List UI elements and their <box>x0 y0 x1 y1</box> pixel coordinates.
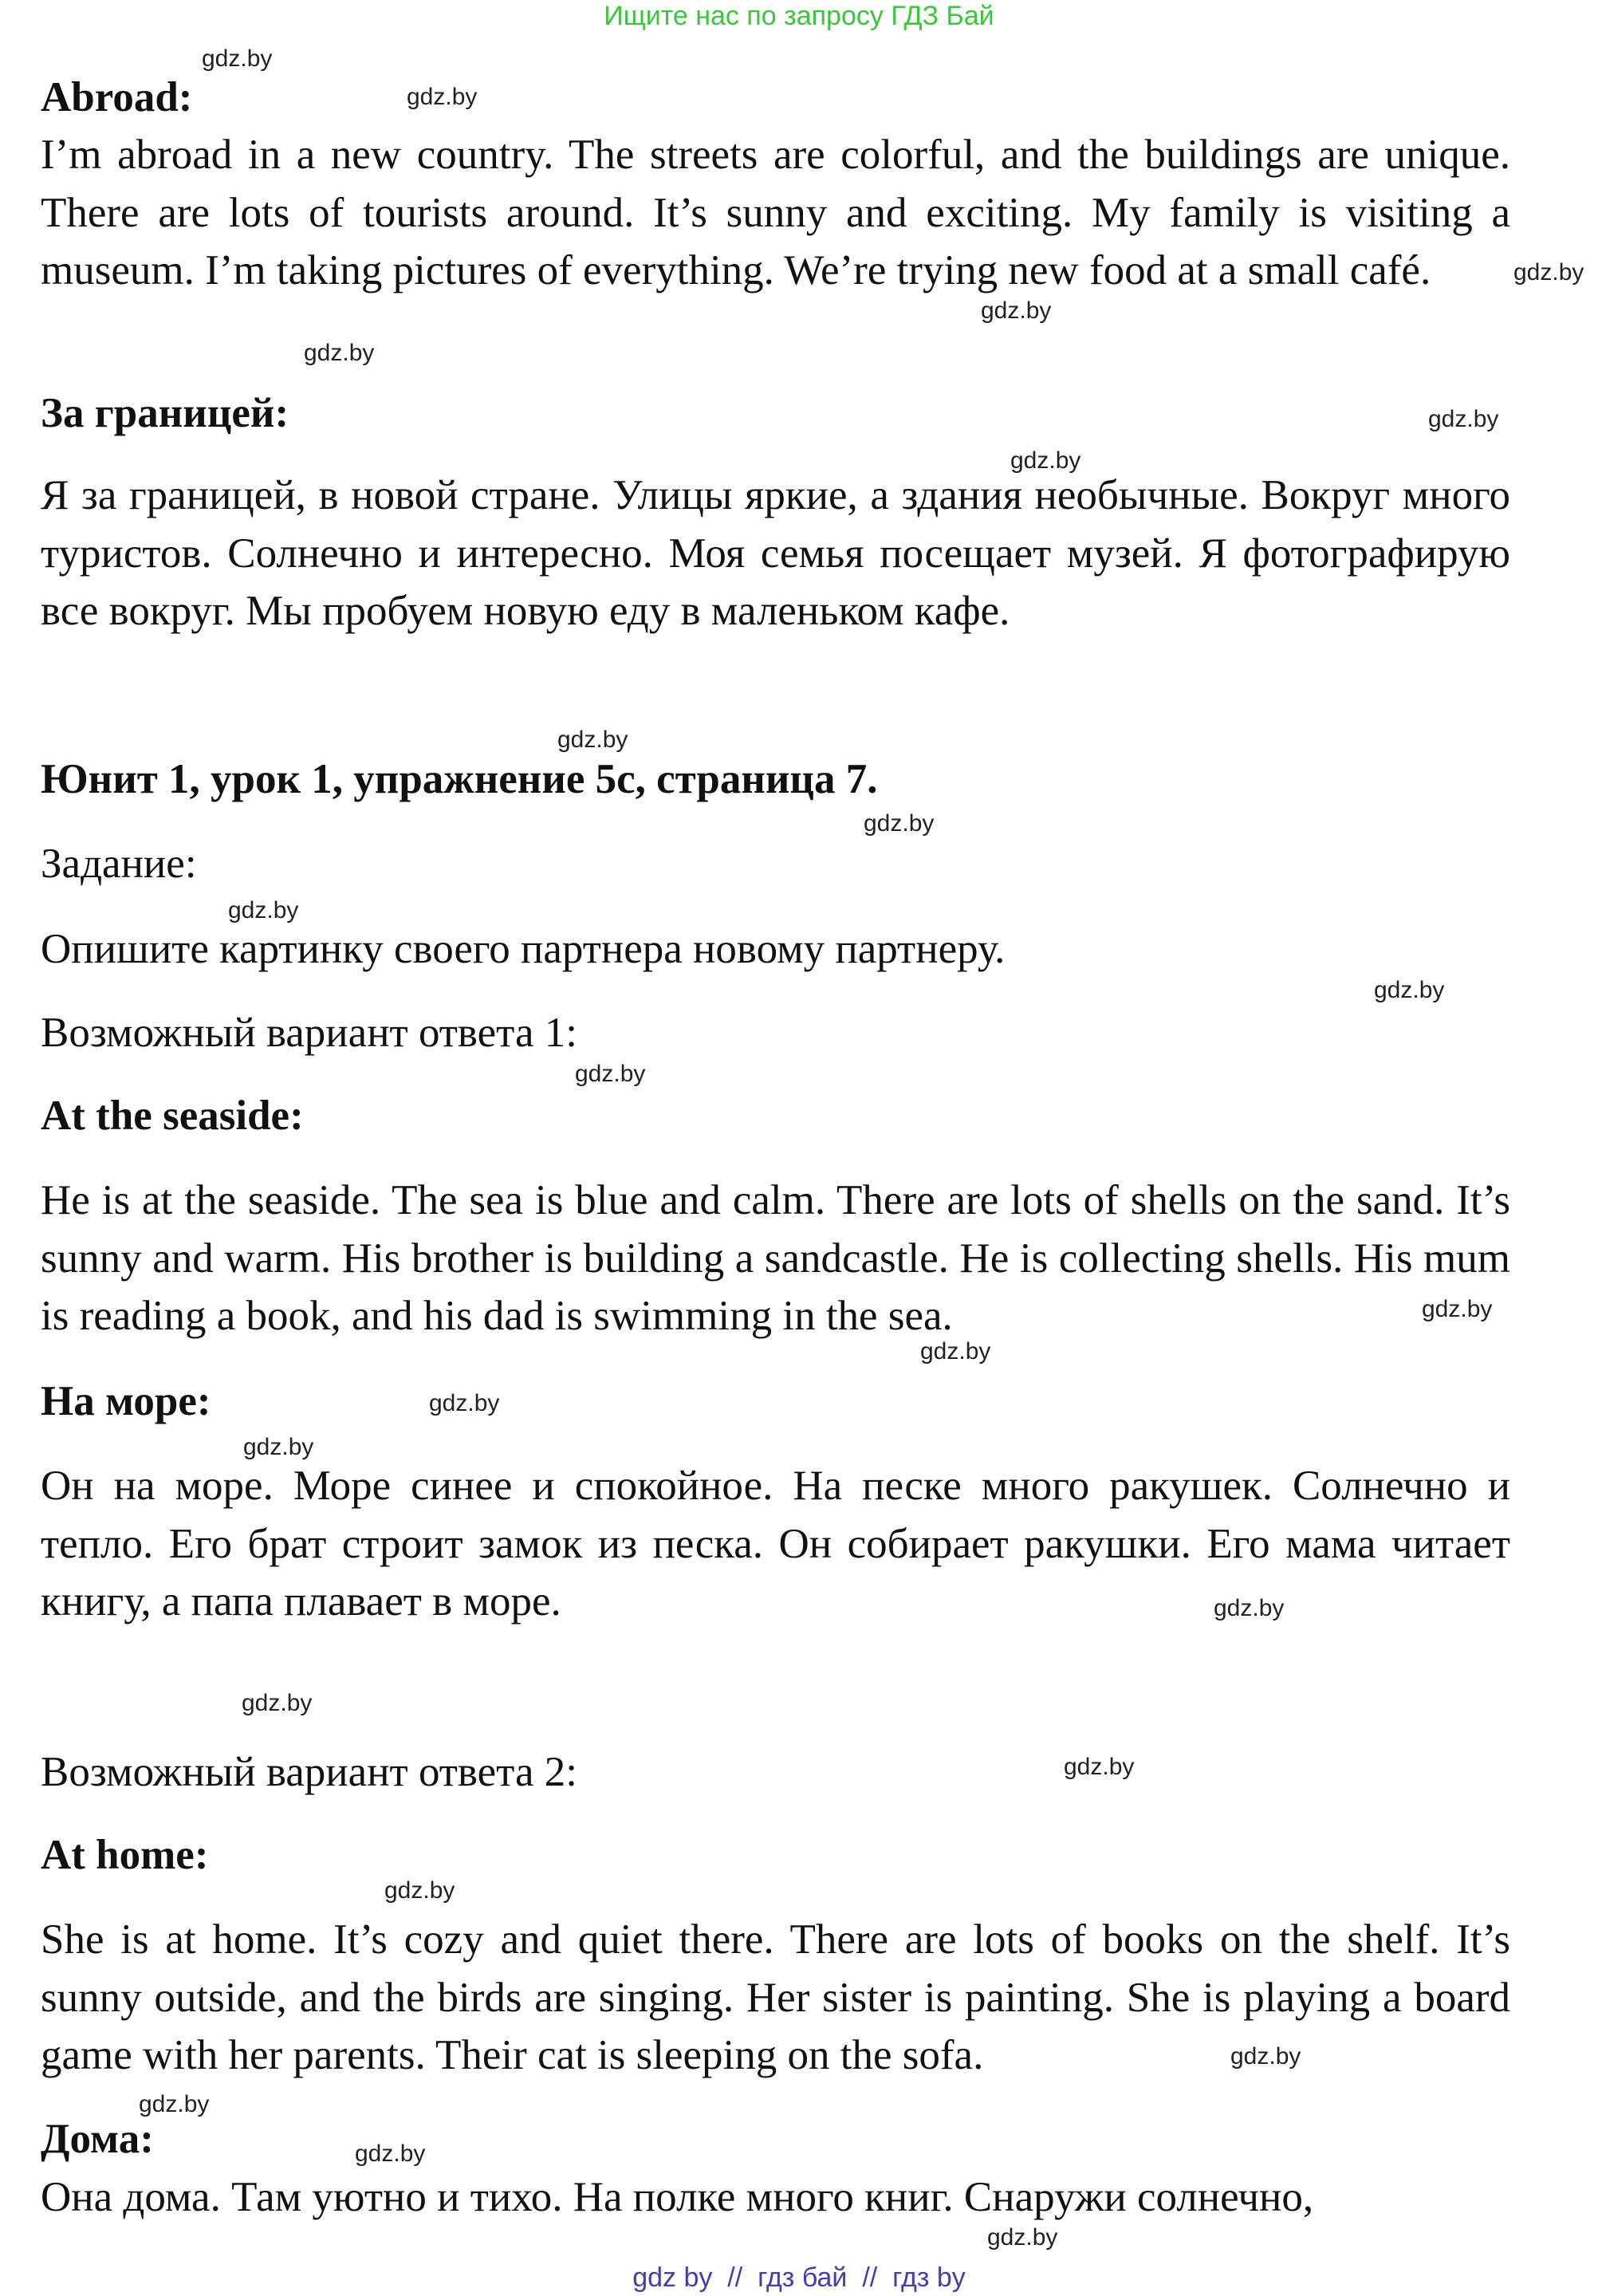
section-title-abroad: Abroad: <box>41 74 193 120</box>
watermark: gdz.by <box>355 2140 426 2167</box>
watermark: gdz.by <box>987 2224 1058 2251</box>
paragraph-abroad: I’m abroad in a new country. The streets are colorful, and the buildings are unique. There are lots of tourists around. It’s sunny and exciting. My family is visiting a museum. I’m taking pictures of everything. We’re trying new food at a small café. <box>41 132 1510 293</box>
watermark: gdz.by <box>243 1434 314 1460</box>
answer2-ru-title: Дома: <box>41 2116 154 2162</box>
section-title-za-granitsei: За границей: <box>41 390 289 436</box>
watermark: gdz.by <box>202 45 273 72</box>
answer2-en-text: She is at home. It’s cozy and quiet there. There are lots of books on the shelf. It’s sunny outside, and the birds are singing. Her sister is painting. She is playing a board game with her parents. Their cat is sleeping on the sofa. <box>41 1916 1510 2078</box>
answer2-en-title: At home: <box>41 1832 209 1878</box>
top-banner: Ищите нас по запросу ГДЗ Бай <box>604 1 994 31</box>
answer2-label: Возможный вариант ответа 2: <box>41 1749 577 1795</box>
watermark: gdz.by <box>304 340 375 366</box>
watermark: gdz.by <box>1064 1754 1135 1780</box>
answer1-en-text: He is at the seaside. The sea is blue and calm. There are lots of shells on the sand. It’s sunny and warm. His brother is building a sandcastle. He is collecting shells. His mum is reading a book, and his dad is swimming in the sea. <box>41 1177 1510 1339</box>
watermark: gdz.by <box>575 1061 646 1087</box>
task-label: Задание: <box>41 841 197 887</box>
watermark: gdz.by <box>139 2091 210 2117</box>
watermark: gdz.by <box>1374 977 1445 1003</box>
answer1-ru-title: На море: <box>41 1378 211 1424</box>
watermark: gdz.by <box>981 297 1052 324</box>
watermark: gdz.by <box>228 897 299 924</box>
watermark: gdz.by <box>1230 2043 1301 2070</box>
watermark: gdz.by <box>407 84 478 110</box>
watermark: gdz.by <box>1214 1595 1285 1621</box>
watermark: gdz.by <box>1513 259 1584 286</box>
footer-links: gdz by // гдз бай // гдз by <box>632 2263 966 2293</box>
answer1-en-title: At the seaside: <box>41 1093 304 1139</box>
exercise-heading: Юнит 1, урок 1, упражнение 5с, страница 7. <box>41 756 878 802</box>
watermark: gdz.by <box>557 727 628 753</box>
watermark: gdz.by <box>242 1690 313 1716</box>
watermark: gdz.by <box>864 810 935 837</box>
answer2-ru-text: Она дома. Там уютно и тихо. На полке много книг. Снаружи солнечно, <box>41 2174 1314 2220</box>
answer1-ru-text: Он на море. Море синее и спокойное. На песке много ракушек. Солнечно и тепло. Его брат строит замок из песка. Он собирает ракушки. Его мама читает книгу, а папа плавает в море. <box>41 1463 1510 1625</box>
paragraph-za-granitsei: Я за границей, в новой стране. Улицы яркие, а здания необычные. Вокруг много туристов. Солнечно и интересно. Моя семья посещает музей. Я фотографирую все вокруг. Мы пробуем новую еду в маленьком кафе. <box>41 472 1510 634</box>
watermark: gdz.by <box>920 1338 991 1365</box>
watermark: gdz.by <box>1428 406 1499 432</box>
answer1-label: Возможный вариант ответа 1: <box>41 1010 577 1056</box>
watermark: gdz.by <box>384 1877 455 1904</box>
watermark: gdz.by <box>429 1390 500 1416</box>
watermark: gdz.by <box>1010 447 1081 474</box>
watermark: gdz.by <box>1422 1296 1493 1322</box>
task-text: Опишите картинку своего партнера новому партнеру. <box>41 926 1006 972</box>
